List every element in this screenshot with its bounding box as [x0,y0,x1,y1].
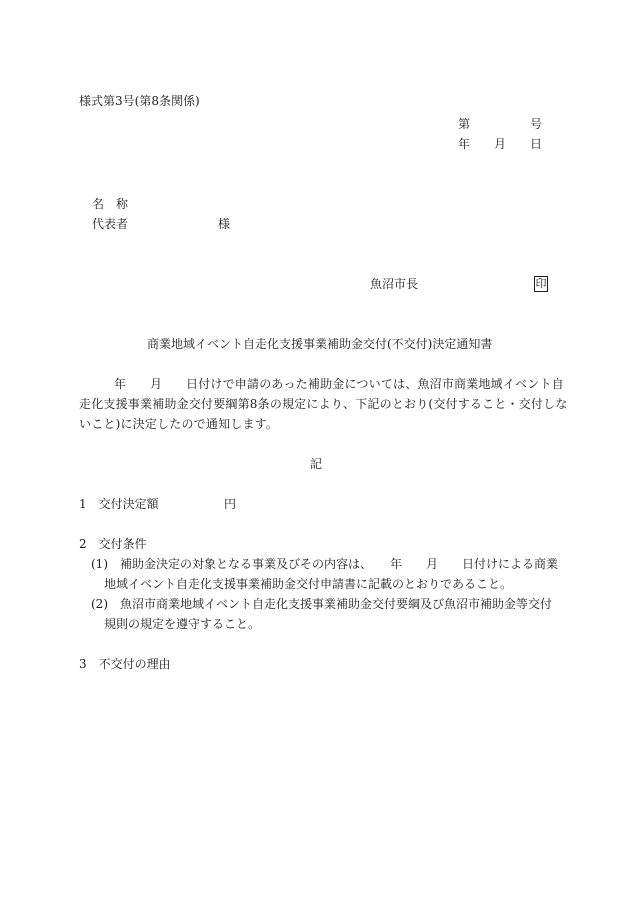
item-2-line-2: 規則の規定を遵守すること。 [104,617,261,631]
body-line-3: いこと)に決定したので通知します。 [79,417,279,431]
item-1-line-2: 地域イベント自走化支援事業補助金交付申請書に記載のとおりであること。 [104,577,513,591]
body-year: 年 [114,377,127,391]
recipient-rep-label: 代表者 [92,217,129,231]
form-label: 様式第3号(第8条関係) [79,94,200,108]
item-1-text-b: 日付けによる商業 [462,557,559,571]
item-1-text-a: 補助金決定の対象となる事業及びその内容は、 [120,557,373,571]
doc-number-dai: 第 [458,117,471,131]
body-month: 月 [150,377,163,391]
ki-heading: 記 [310,457,323,471]
date-day: 日 [530,137,543,151]
notice-title: 商業地域イベント自走化支援事業補助金交付(不交付)決定通知書 [147,337,493,351]
date-year: 年 [458,137,471,151]
recipient-name-label: 名 称 [92,197,129,211]
item-1-number: (1) [91,557,108,571]
body-line-1: 日付けで申請のあった補助金については、魚沼市商業地域イベント自 [186,377,564,391]
section-1-unit: 円 [224,497,237,511]
item-2-text: 魚沼市商業地域イベント自走化支援事業補助金交付要綱及び魚沼市補助金等交付 [120,597,553,611]
seal-stamp: 印 [535,277,547,290]
date-month: 月 [494,137,507,151]
item-1-month: 月 [426,557,439,571]
section-3-label: 3 不交付の理由 [79,657,171,671]
doc-number-gou: 号 [530,117,543,131]
item-2-number: (2) [91,597,108,611]
recipient-honorific: 様 [218,217,231,231]
issuer-title: 魚沼市長 [370,277,419,291]
section-1-label: 1 交付決定額 [79,497,159,511]
section-2-label: 2 交付条件 [79,537,147,551]
item-1-year: 年 [390,557,403,571]
body-line-2: 走化支援事業補助金交付要綱第8条の規定により、下記のとおり(交付すること・交付しな [79,397,568,411]
